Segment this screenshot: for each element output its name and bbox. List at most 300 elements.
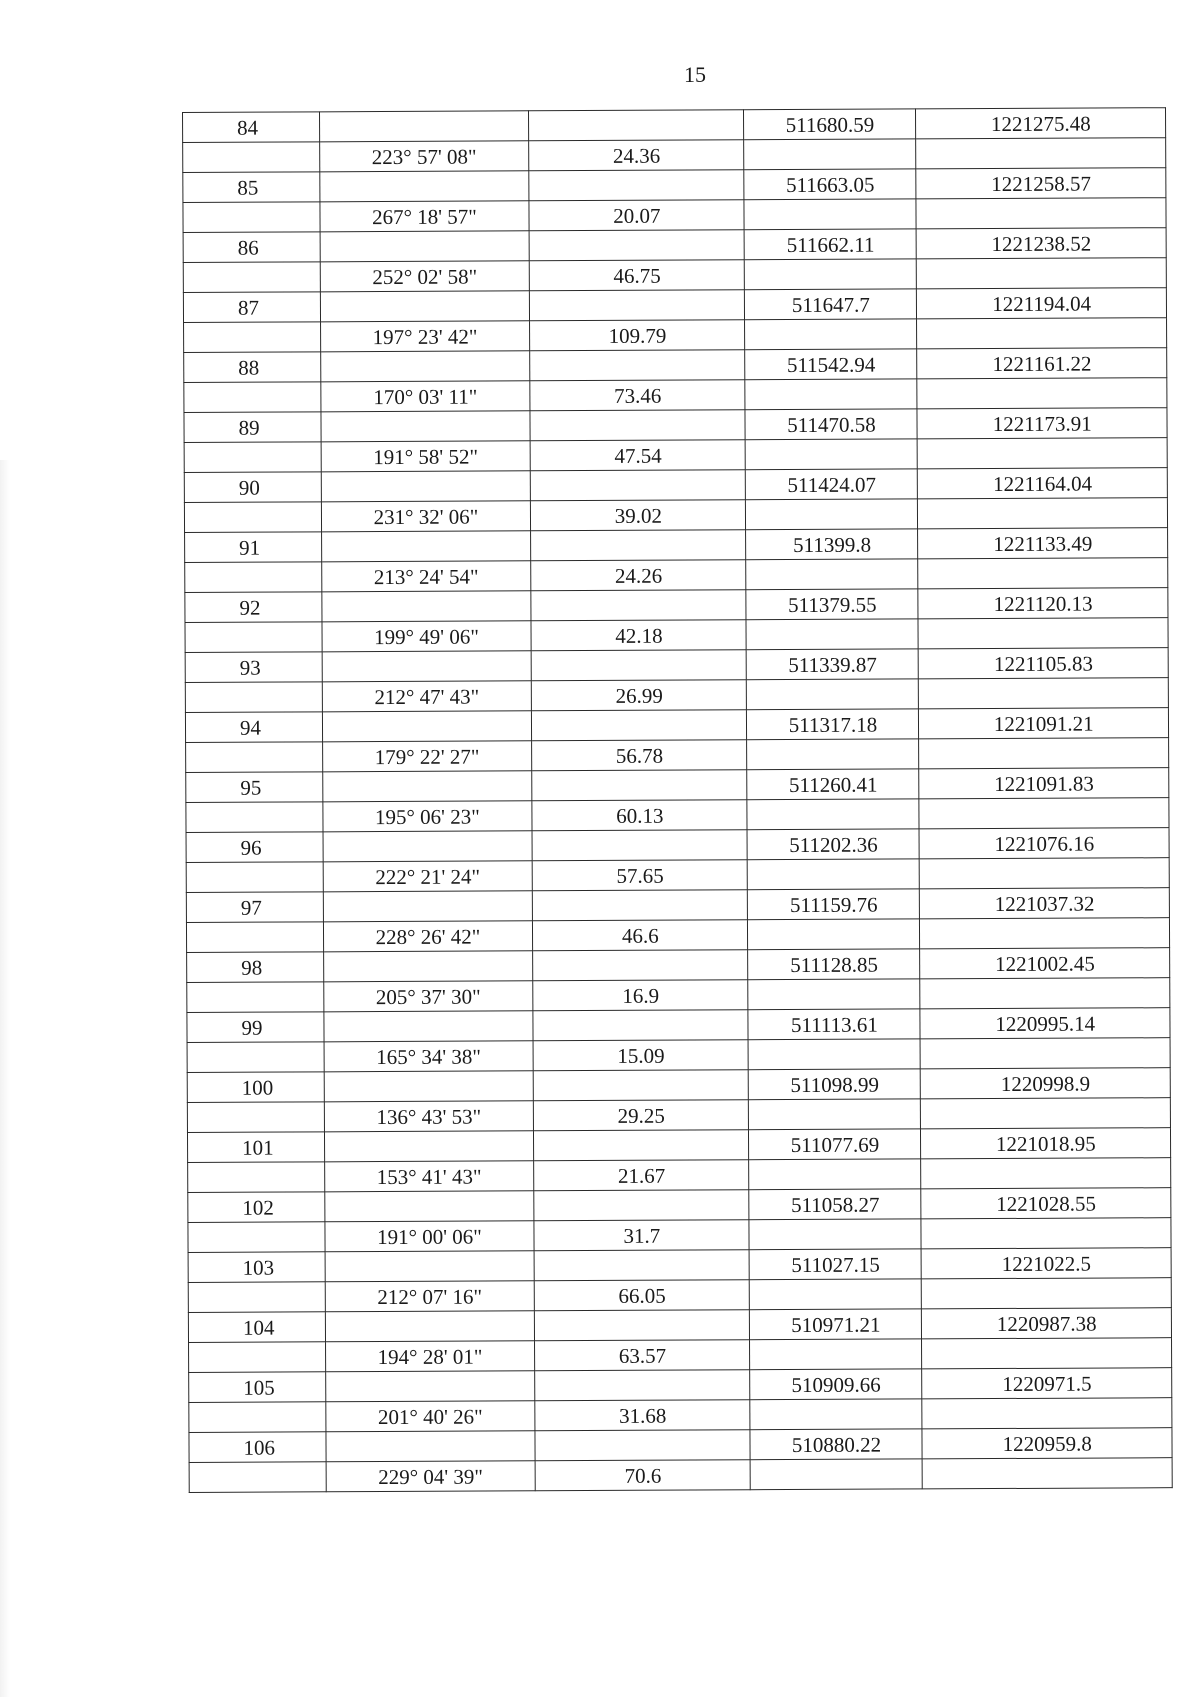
station-cell-text: 99 (241, 1015, 263, 1040)
station-cell-text: 104 (242, 1315, 275, 1340)
northing-cell (744, 139, 916, 170)
northing-cell (744, 199, 916, 230)
station-cell (188, 1162, 325, 1193)
distance-cell (531, 590, 746, 621)
easting-cell-text: 1221275.48 (990, 111, 1091, 137)
distance-cell-text: 70.6 (624, 1463, 662, 1488)
station-cell (187, 952, 324, 983)
distance-cell-text: 29.25 (617, 1103, 665, 1128)
distance-cell (533, 1070, 748, 1101)
table-row (184, 468, 1167, 503)
table-row (185, 708, 1168, 743)
easting-cell-text: 1220959.8 (1002, 1431, 1092, 1457)
distance-cell-text: 31.68 (619, 1403, 667, 1428)
bearing-cell-text: 252° 02' 58" (372, 264, 478, 290)
bearing-cell-text: 179° 22' 27" (374, 744, 480, 770)
station-cell-text: 98 (241, 955, 263, 980)
northing-cell (745, 439, 917, 470)
station-cell (189, 1462, 326, 1493)
easting-cell (921, 1098, 1171, 1129)
easting-cell (917, 348, 1167, 379)
station-cell-text: 100 (241, 1075, 274, 1100)
northing-cell (750, 1399, 922, 1430)
station-cell (185, 682, 322, 713)
distance-cell (533, 890, 748, 921)
easting-cell (917, 408, 1167, 439)
distance-cell (532, 710, 747, 741)
bearing-cell (326, 1431, 536, 1462)
table-row (185, 678, 1168, 713)
distance-cell (535, 1400, 750, 1431)
station-cell (188, 1192, 325, 1223)
table-row (185, 558, 1168, 593)
northing-cell (746, 499, 918, 530)
bearing-cell (321, 441, 531, 472)
easting-cell (916, 168, 1166, 199)
bearing-cell (319, 141, 529, 172)
easting-cell (918, 558, 1168, 589)
bearing-cell (323, 861, 533, 892)
table-row (187, 1038, 1170, 1073)
distance-cell (534, 1160, 749, 1191)
northing-cell (746, 589, 918, 620)
northing-cell-text: 511317.18 (788, 712, 878, 738)
distance-cell (531, 620, 746, 651)
distance-cell (530, 380, 745, 411)
bearing-cell-text: 170° 03' 11" (373, 384, 478, 410)
northing-cell (750, 1309, 922, 1340)
table-row (189, 1398, 1172, 1433)
bearing-cell (319, 111, 529, 142)
easting-cell (917, 228, 1167, 259)
easting-cell-text: 1221018.95 (995, 1131, 1096, 1157)
northing-cell-text: 510971.21 (791, 1312, 881, 1338)
station-cell (187, 1042, 324, 1073)
northing-cell (748, 1039, 920, 1070)
northing-cell (745, 379, 917, 410)
station-cell-text: 95 (240, 775, 262, 800)
table-row (183, 228, 1166, 263)
easting-cell-text: 1221161.22 (992, 351, 1092, 377)
bearing-cell (325, 1221, 535, 1252)
table-row (184, 438, 1167, 473)
station-cell (184, 472, 321, 503)
station-cell (184, 352, 321, 383)
table-row (185, 528, 1168, 563)
station-cell (186, 832, 323, 863)
easting-cell (921, 1038, 1171, 1069)
easting-cell (922, 1308, 1172, 1339)
bearing-cell (320, 231, 530, 262)
table-row (186, 828, 1169, 863)
table-row (187, 1128, 1170, 1163)
bearing-cell (324, 1101, 534, 1132)
bearing-cell (320, 351, 530, 382)
northing-cell (746, 559, 918, 590)
distance-cell (535, 1460, 750, 1491)
station-cell-text: 96 (240, 835, 262, 860)
station-cell-text: 88 (238, 355, 260, 380)
bearing-cell (321, 471, 531, 502)
station-cell (183, 292, 320, 323)
table-row (187, 978, 1170, 1013)
easting-cell-text: 1221002.45 (994, 951, 1095, 977)
northing-cell-text: 511399.8 (793, 532, 872, 558)
northing-cell (748, 919, 920, 950)
bearing-cell (325, 1341, 535, 1372)
distance-cell (535, 1430, 750, 1461)
easting-cell (922, 1368, 1172, 1399)
bearing-cell-text: 195° 06' 23" (374, 804, 480, 830)
station-cell-text: 89 (238, 415, 260, 440)
bearing-cell (323, 981, 533, 1012)
table-row (186, 768, 1169, 803)
distance-cell-text: 24.36 (612, 143, 661, 168)
station-cell (189, 1432, 326, 1463)
bearing-cell (322, 801, 532, 832)
distance-cell-text: 31.7 (623, 1223, 661, 1248)
station-cell (184, 322, 321, 353)
distance-cell (532, 860, 747, 891)
northing-cell (749, 1219, 921, 1250)
easting-cell (919, 798, 1169, 829)
northing-cell (747, 829, 919, 860)
bearing-cell-text: 222° 21' 24" (375, 864, 481, 890)
station-cell (188, 1312, 325, 1343)
table-row (183, 258, 1166, 293)
easting-cell (921, 1218, 1171, 1249)
bearing-cell-text: 231° 32' 06" (373, 504, 479, 530)
bearing-cell (322, 711, 532, 742)
bearing-cell (322, 681, 532, 712)
bearing-cell (321, 411, 531, 442)
station-cell-text: 101 (242, 1135, 274, 1160)
northing-cell (744, 109, 916, 140)
easting-cell-text: 1221164.04 (993, 471, 1093, 497)
table-row (187, 948, 1170, 983)
station-cell (183, 232, 320, 263)
table-row (188, 1188, 1171, 1223)
northing-cell-text: 511202.36 (789, 832, 878, 858)
bearing-cell-text: 212° 47' 43" (374, 684, 480, 710)
northing-cell (749, 1249, 921, 1280)
distance-cell (530, 260, 745, 291)
northing-cell (748, 949, 920, 980)
distance-cell-text: 73.46 (614, 383, 662, 408)
northing-cell (745, 349, 917, 380)
easting-cell-text: 1220987.38 (996, 1311, 1097, 1337)
easting-cell-text: 1221238.52 (991, 231, 1092, 257)
table-row (187, 1098, 1170, 1133)
easting-cell (919, 678, 1169, 709)
station-cell (189, 1372, 326, 1403)
table-row (186, 858, 1169, 893)
station-cell (187, 1012, 324, 1043)
easting-cell (918, 528, 1168, 559)
northing-cell (749, 1099, 921, 1130)
distance-cell-text: 15.09 (617, 1043, 665, 1068)
northing-cell-text: 511662.11 (786, 232, 875, 258)
easting-cell (917, 288, 1167, 319)
easting-cell (922, 1428, 1172, 1459)
easting-cell (920, 858, 1170, 889)
easting-cell (922, 1338, 1172, 1369)
station-cell (183, 262, 320, 293)
easting-cell-text: 1220995.14 (995, 1011, 1096, 1037)
station-cell (188, 1252, 325, 1283)
bearing-cell (322, 771, 532, 802)
table-row (185, 648, 1168, 683)
northing-cell-text: 510909.66 (791, 1372, 881, 1398)
table-row (189, 1368, 1172, 1403)
northing-cell-text: 511339.87 (788, 652, 877, 678)
bearing-cell (324, 1041, 534, 1072)
northing-cell (745, 409, 917, 440)
station-cell (189, 1342, 326, 1373)
northing-cell (748, 889, 920, 920)
bearing-cell-text: 191° 58' 52" (373, 444, 479, 470)
easting-cell (921, 1068, 1171, 1099)
distance-cell-text: 39.02 (614, 503, 663, 528)
northing-cell (747, 799, 919, 830)
distance-cell (530, 410, 745, 441)
station-cell (189, 1402, 326, 1433)
table-row (184, 318, 1167, 353)
station-cell (186, 892, 323, 923)
table-row (184, 348, 1167, 383)
northing-cell (749, 1159, 921, 1190)
distance-cell (532, 800, 747, 831)
station-cell (183, 142, 320, 173)
northing-cell-text: 511098.99 (790, 1072, 879, 1098)
table-row (186, 888, 1169, 923)
table-row (189, 1338, 1172, 1373)
northing-cell-text: 511424.07 (787, 472, 877, 498)
station-cell-text: 90 (238, 475, 260, 500)
easting-cell (917, 318, 1167, 349)
northing-cell (746, 619, 918, 650)
station-cell (186, 922, 323, 953)
station-cell-text: 85 (237, 175, 259, 200)
northing-cell (749, 1129, 921, 1160)
distance-cell (534, 1100, 749, 1131)
distance-cell-text: 20.07 (613, 203, 661, 228)
northing-cell (749, 1069, 921, 1100)
bearing-cell-text: 223° 57' 08" (371, 144, 477, 170)
table-row (188, 1278, 1171, 1313)
bearing-cell (323, 831, 533, 862)
station-cell (184, 412, 321, 443)
northing-cell-text: 511680.59 (785, 112, 875, 138)
bearing-cell-text: 228° 26' 42" (375, 924, 481, 950)
station-cell-text: 103 (242, 1255, 275, 1280)
bearing-cell (324, 1191, 534, 1222)
distance-cell-text: 26.99 (615, 683, 663, 708)
distance-cell (535, 1280, 750, 1311)
easting-cell-text: 1220971.5 (1002, 1371, 1092, 1397)
bearing-cell (322, 651, 532, 682)
northing-cell (749, 1189, 921, 1220)
distance-cell (535, 1310, 750, 1341)
bearing-cell-text: 194° 28' 01" (377, 1344, 483, 1370)
distance-cell-text: 56.78 (615, 743, 664, 768)
bearing-cell (322, 621, 532, 652)
northing-cell (748, 1009, 920, 1040)
bearing-cell-text: 212° 07' 16" (377, 1284, 483, 1310)
distance-cell-text: 16.9 (622, 983, 660, 1008)
station-cell-text: 105 (243, 1375, 275, 1400)
station-cell (185, 562, 322, 593)
station-cell-text: 84 (237, 115, 259, 140)
distance-cell (531, 560, 746, 591)
table-row (187, 1008, 1170, 1043)
table-body (183, 108, 1173, 1493)
bearing-cell (321, 561, 531, 592)
station-cell (183, 112, 320, 143)
bearing-cell-text: 197° 23' 42" (372, 324, 478, 350)
distance-cell (531, 470, 746, 501)
bearing-cell (321, 591, 531, 622)
easting-cell (921, 1128, 1171, 1159)
distance-cell (530, 350, 745, 381)
easting-cell-text: 1221076.16 (994, 831, 1095, 857)
table-row (187, 1068, 1170, 1103)
bearing-cell (319, 171, 529, 202)
bearing-cell-text: 199° 49' 06" (374, 624, 479, 650)
bearing-cell (323, 921, 533, 952)
station-cell-text: 102 (242, 1195, 274, 1220)
easting-cell (917, 258, 1167, 289)
bearing-cell (325, 1281, 535, 1312)
bearing-cell-text: 165° 34' 38" (376, 1044, 481, 1070)
bearing-cell (325, 1311, 535, 1342)
easting-cell (922, 1278, 1172, 1309)
northing-cell-text: 511470.58 (787, 412, 876, 438)
bearing-cell-text: 267° 18' 57" (372, 204, 477, 230)
distance-cell (535, 1340, 750, 1371)
northing-cell (747, 649, 919, 680)
northing-cell (748, 979, 920, 1010)
easting-cell (923, 1458, 1173, 1489)
station-cell (186, 862, 323, 893)
distance-cell (531, 650, 746, 681)
easting-cell (919, 828, 1169, 859)
station-cell (185, 622, 322, 653)
northing-cell-text: 511077.69 (790, 1132, 880, 1158)
station-cell (185, 712, 322, 743)
bearing-cell (323, 951, 533, 982)
northing-cell (750, 1369, 922, 1400)
table-row (185, 618, 1168, 653)
northing-cell (744, 229, 916, 260)
distance-cell-text: 66.05 (618, 1283, 666, 1308)
northing-cell-text: 511027.15 (791, 1252, 880, 1278)
table-row (186, 918, 1169, 953)
northing-cell-text: 511379.55 (788, 592, 877, 618)
station-cell (184, 382, 321, 413)
easting-cell (918, 468, 1168, 499)
easting-cell-text: 1221120.13 (993, 591, 1093, 617)
distance-cell-text: 46.6 (621, 923, 659, 948)
northing-cell (746, 529, 918, 560)
table-row (188, 1248, 1171, 1283)
table-row (184, 378, 1167, 413)
easting-cell (918, 498, 1168, 529)
northing-cell (750, 1459, 922, 1490)
station-cell-text: 86 (237, 235, 259, 260)
northing-cell (745, 319, 917, 350)
easting-cell (916, 198, 1166, 229)
easting-cell (920, 978, 1170, 1009)
northing-cell-text: 510880.22 (791, 1432, 882, 1458)
table-row (183, 138, 1166, 173)
station-cell (183, 172, 320, 203)
easting-cell-text: 1220998.9 (1000, 1071, 1091, 1097)
bearing-cell-text: 229° 04' 39" (378, 1464, 484, 1490)
easting-cell-text: 1221091.83 (994, 771, 1094, 797)
distance-cell (529, 230, 744, 261)
easting-cell-text: 1221258.57 (991, 171, 1092, 197)
northing-cell (748, 859, 920, 890)
northing-cell-text: 511159.76 (789, 892, 878, 918)
traverse-coordinate-table (182, 107, 1173, 1493)
northing-cell-text: 511113.61 (790, 1012, 878, 1038)
northing-cell (747, 769, 919, 800)
easting-cell (921, 1158, 1171, 1189)
easting-cell (921, 1188, 1171, 1219)
table-row (189, 1458, 1172, 1493)
easting-cell (919, 768, 1169, 799)
easting-cell (920, 1008, 1170, 1039)
table-row (188, 1308, 1171, 1343)
distance-cell (533, 920, 748, 951)
distance-cell-text: 47.54 (614, 443, 662, 468)
distance-cell (531, 530, 746, 561)
distance-cell (534, 1250, 749, 1281)
northing-cell (750, 1279, 922, 1310)
bearing-cell-text: 153° 41' 43" (376, 1164, 482, 1190)
bearing-cell (325, 1251, 535, 1282)
distance-cell (533, 1010, 748, 1041)
station-cell (184, 502, 321, 533)
bearing-cell (325, 1401, 535, 1432)
distance-cell (532, 830, 747, 861)
station-cell (186, 772, 323, 803)
northing-cell-text: 511128.85 (790, 952, 879, 978)
northing-cell (745, 289, 917, 320)
bearing-cell-text: 205° 37' 30" (375, 984, 481, 1010)
bearing-cell-text: 201° 40' 26" (377, 1404, 483, 1430)
distance-cell (533, 1040, 748, 1071)
bearing-cell (321, 501, 531, 532)
distance-cell (533, 950, 748, 981)
station-cell (183, 202, 320, 233)
station-cell (186, 802, 323, 833)
northing-cell-text: 511058.27 (790, 1192, 880, 1218)
distance-cell (534, 1220, 749, 1251)
station-cell (187, 1132, 324, 1163)
northing-cell (747, 709, 919, 740)
easting-cell (917, 378, 1167, 409)
northing-cell (745, 259, 917, 290)
northing-cell (750, 1429, 922, 1460)
station-cell (187, 982, 324, 1013)
easting-cell (918, 618, 1168, 649)
distance-cell (534, 1190, 749, 1221)
bearing-cell (322, 741, 532, 772)
distance-cell (529, 200, 744, 231)
bearing-cell (324, 1071, 534, 1102)
